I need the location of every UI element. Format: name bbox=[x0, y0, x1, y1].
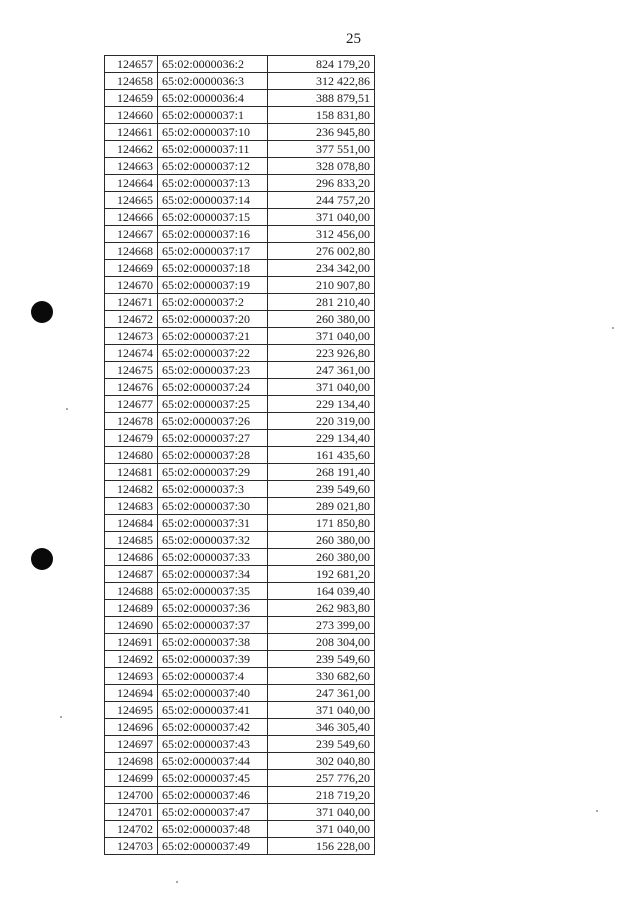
record-number-cell: 124680 bbox=[105, 447, 158, 464]
cadastral-number-cell: 65:02:0000037:23 bbox=[158, 362, 268, 379]
record-number-cell: 124672 bbox=[105, 311, 158, 328]
cadastral-number-cell: 65:02:0000037:44 bbox=[158, 753, 268, 770]
cadastral-value-cell: 161 435,60 bbox=[268, 447, 375, 464]
record-number-cell: 124697 bbox=[105, 736, 158, 753]
cadastral-value-cell: 257 776,20 bbox=[268, 770, 375, 787]
table-row bbox=[105, 736, 375, 753]
cadastral-value-cell: 244 757,20 bbox=[268, 192, 375, 209]
cadastral-number-cell: 65:02:0000037:3 bbox=[158, 481, 268, 498]
cadastral-value-cell: 260 380,00 bbox=[268, 532, 375, 549]
cadastral-number-cell: 65:02:0000037:49 bbox=[158, 838, 268, 855]
record-number-cell: 124678 bbox=[105, 413, 158, 430]
cadastral-number-cell: 65:02:0000037:15 bbox=[158, 209, 268, 226]
table-row bbox=[105, 447, 375, 464]
record-number-cell: 124669 bbox=[105, 260, 158, 277]
record-number-cell: 124686 bbox=[105, 549, 158, 566]
table-row bbox=[105, 396, 375, 413]
record-number-cell: 124687 bbox=[105, 566, 158, 583]
record-number-cell: 124670 bbox=[105, 277, 158, 294]
record-number-cell: 124685 bbox=[105, 532, 158, 549]
scan-speck bbox=[176, 881, 178, 883]
record-number-cell: 124658 bbox=[105, 73, 158, 90]
table-row bbox=[105, 838, 375, 855]
table-row bbox=[105, 668, 375, 685]
record-number-cell: 124668 bbox=[105, 243, 158, 260]
cadastral-number-cell: 65:02:0000037:20 bbox=[158, 311, 268, 328]
cadastral-number-cell: 65:02:0000037:17 bbox=[158, 243, 268, 260]
record-number-cell: 124661 bbox=[105, 124, 158, 141]
record-number-cell: 124674 bbox=[105, 345, 158, 362]
record-number-cell: 124667 bbox=[105, 226, 158, 243]
table-row bbox=[105, 634, 375, 651]
record-number-cell: 124657 bbox=[105, 56, 158, 73]
cadastral-value-cell: 229 134,40 bbox=[268, 430, 375, 447]
record-number-cell: 124694 bbox=[105, 685, 158, 702]
cadastral-value-cell: 330 682,60 bbox=[268, 668, 375, 685]
cadastral-number-cell: 65:02:0000037:37 bbox=[158, 617, 268, 634]
table-row bbox=[105, 753, 375, 770]
cadastral-number-cell: 65:02:0000037:34 bbox=[158, 566, 268, 583]
table-row bbox=[105, 107, 375, 124]
cadastral-value-cell: 371 040,00 bbox=[268, 804, 375, 821]
record-number-cell: 124681 bbox=[105, 464, 158, 481]
cadastral-number-cell: 65:02:0000037:2 bbox=[158, 294, 268, 311]
cadastral-number-cell: 65:02:0000037:10 bbox=[158, 124, 268, 141]
cadastral-number-cell: 65:02:0000037:22 bbox=[158, 345, 268, 362]
cadastral-number-cell: 65:02:0000037:28 bbox=[158, 447, 268, 464]
cadastral-value-cell: 234 342,00 bbox=[268, 260, 375, 277]
table-row bbox=[105, 362, 375, 379]
cadastral-value-cell: 276 002,80 bbox=[268, 243, 375, 260]
cadastral-number-cell: 65:02:0000037:29 bbox=[158, 464, 268, 481]
cadastral-number-cell: 65:02:0000037:25 bbox=[158, 396, 268, 413]
cadastral-number-cell: 65:02:0000036:3 bbox=[158, 73, 268, 90]
table-row bbox=[105, 311, 375, 328]
record-number-cell: 124659 bbox=[105, 90, 158, 107]
table-row bbox=[105, 243, 375, 260]
cadastral-value-cell: 824 179,20 bbox=[268, 56, 375, 73]
cadastral-value-cell: 247 361,00 bbox=[268, 362, 375, 379]
table-row bbox=[105, 549, 375, 566]
cadastral-number-cell: 65:02:0000037:24 bbox=[158, 379, 268, 396]
table-row bbox=[105, 685, 375, 702]
cadastral-number-cell: 65:02:0000037:18 bbox=[158, 260, 268, 277]
cadastral-value-cell: 281 210,40 bbox=[268, 294, 375, 311]
record-number-cell: 124698 bbox=[105, 753, 158, 770]
cadastral-number-cell: 65:02:0000037:13 bbox=[158, 175, 268, 192]
record-number-cell: 124671 bbox=[105, 294, 158, 311]
cadastral-number-cell: 65:02:0000037:11 bbox=[158, 141, 268, 158]
cadastral-value-cell: 158 831,80 bbox=[268, 107, 375, 124]
scan-speck bbox=[596, 810, 598, 812]
cadastral-number-cell: 65:02:0000037:21 bbox=[158, 328, 268, 345]
table-row bbox=[105, 192, 375, 209]
cadastral-number-cell: 65:02:0000037:47 bbox=[158, 804, 268, 821]
cadastral-value-cell: 236 945,80 bbox=[268, 124, 375, 141]
cadastral-number-cell: 65:02:0000036:2 bbox=[158, 56, 268, 73]
cadastral-value-cell: 223 926,80 bbox=[268, 345, 375, 362]
cadastral-value-cell: 312 456,00 bbox=[268, 226, 375, 243]
cadastral-value-cell: 302 040,80 bbox=[268, 753, 375, 770]
cadastral-number-cell: 65:02:0000037:43 bbox=[158, 736, 268, 753]
cadastral-value-cell: 346 305,40 bbox=[268, 719, 375, 736]
cadastral-value-cell: 239 549,60 bbox=[268, 651, 375, 668]
table-row bbox=[105, 617, 375, 634]
cadastral-value-cell: 171 850,80 bbox=[268, 515, 375, 532]
punch-hole-lower bbox=[31, 548, 53, 570]
cadastral-value-cell: 239 549,60 bbox=[268, 736, 375, 753]
table-row bbox=[105, 498, 375, 515]
cadastral-number-cell: 65:02:0000037:33 bbox=[158, 549, 268, 566]
cadastral-number-cell: 65:02:0000037:4 bbox=[158, 668, 268, 685]
cadastral-number-cell: 65:02:0000037:41 bbox=[158, 702, 268, 719]
record-number-cell: 124677 bbox=[105, 396, 158, 413]
table-row bbox=[105, 56, 375, 73]
record-number-cell: 124688 bbox=[105, 583, 158, 600]
cadastral-number-cell: 65:02:0000037:38 bbox=[158, 634, 268, 651]
cadastral-value-cell: 192 681,20 bbox=[268, 566, 375, 583]
cadastral-number-cell: 65:02:0000037:16 bbox=[158, 226, 268, 243]
record-number-cell: 124689 bbox=[105, 600, 158, 617]
table-row bbox=[105, 345, 375, 362]
table-row bbox=[105, 532, 375, 549]
scan-speck bbox=[66, 408, 68, 410]
record-number-cell: 124692 bbox=[105, 651, 158, 668]
cadastral-value-cell: 210 907,80 bbox=[268, 277, 375, 294]
cadastral-value-cell: 208 304,00 bbox=[268, 634, 375, 651]
cadastral-value-cell: 218 719,20 bbox=[268, 787, 375, 804]
table-row bbox=[105, 277, 375, 294]
table-row bbox=[105, 90, 375, 107]
record-number-cell: 124700 bbox=[105, 787, 158, 804]
table-row bbox=[105, 413, 375, 430]
record-number-cell: 124701 bbox=[105, 804, 158, 821]
cadastral-value-cell: 247 361,00 bbox=[268, 685, 375, 702]
table-row bbox=[105, 821, 375, 838]
punch-hole-upper bbox=[31, 301, 53, 323]
cadastral-number-cell: 65:02:0000037:36 bbox=[158, 600, 268, 617]
table-row bbox=[105, 226, 375, 243]
record-number-cell: 124663 bbox=[105, 158, 158, 175]
record-number-cell: 124675 bbox=[105, 362, 158, 379]
table-row bbox=[105, 770, 375, 787]
record-number-cell: 124662 bbox=[105, 141, 158, 158]
table-row bbox=[105, 294, 375, 311]
table-row bbox=[105, 464, 375, 481]
table-row bbox=[105, 260, 375, 277]
cadastral-value-cell: 156 228,00 bbox=[268, 838, 375, 855]
table-row bbox=[105, 328, 375, 345]
table-row bbox=[105, 804, 375, 821]
record-number-cell: 124676 bbox=[105, 379, 158, 396]
cadastral-value-cell: 273 399,00 bbox=[268, 617, 375, 634]
table-row bbox=[105, 124, 375, 141]
table-row bbox=[105, 158, 375, 175]
cadastral-number-cell: 65:02:0000037:45 bbox=[158, 770, 268, 787]
table-row bbox=[105, 719, 375, 736]
cadastral-number-cell: 65:02:0000037:40 bbox=[158, 685, 268, 702]
record-number-cell: 124695 bbox=[105, 702, 158, 719]
record-number-cell: 124679 bbox=[105, 430, 158, 447]
record-number-cell: 124696 bbox=[105, 719, 158, 736]
cadastral-number-cell: 65:02:0000037:39 bbox=[158, 651, 268, 668]
cadastral-number-cell: 65:02:0000037:35 bbox=[158, 583, 268, 600]
cadastral-number-cell: 65:02:0000037:1 bbox=[158, 107, 268, 124]
record-number-cell: 124691 bbox=[105, 634, 158, 651]
cadastral-value-cell: 260 380,00 bbox=[268, 549, 375, 566]
record-number-cell: 124693 bbox=[105, 668, 158, 685]
cadastral-value-cell: 371 040,00 bbox=[268, 328, 375, 345]
record-number-cell: 124666 bbox=[105, 209, 158, 226]
cadastral-value-cell: 328 078,80 bbox=[268, 158, 375, 175]
cadastral-number-cell: 65:02:0000037:26 bbox=[158, 413, 268, 430]
record-number-cell: 124665 bbox=[105, 192, 158, 209]
cadastral-number-cell: 65:02:0000037:30 bbox=[158, 498, 268, 515]
cadastral-value-cell: 371 040,00 bbox=[268, 821, 375, 838]
record-number-cell: 124690 bbox=[105, 617, 158, 634]
record-number-cell: 124682 bbox=[105, 481, 158, 498]
cadastral-number-cell: 65:02:0000037:27 bbox=[158, 430, 268, 447]
table-row bbox=[105, 73, 375, 90]
cadastral-value-cell: 260 380,00 bbox=[268, 311, 375, 328]
record-number-cell: 124683 bbox=[105, 498, 158, 515]
cadastral-number-cell: 65:02:0000037:42 bbox=[158, 719, 268, 736]
scan-speck bbox=[612, 327, 614, 329]
table-row bbox=[105, 566, 375, 583]
table-row bbox=[105, 141, 375, 158]
cadastral-value-cell: 377 551,00 bbox=[268, 141, 375, 158]
cadastral-value-cell: 296 833,20 bbox=[268, 175, 375, 192]
record-number-cell: 124660 bbox=[105, 107, 158, 124]
table-row bbox=[105, 175, 375, 192]
record-number-cell: 124703 bbox=[105, 838, 158, 855]
cadastral-value-cell: 220 319,00 bbox=[268, 413, 375, 430]
table-row bbox=[105, 515, 375, 532]
record-number-cell: 124664 bbox=[105, 175, 158, 192]
cadastral-number-cell: 65:02:0000037:31 bbox=[158, 515, 268, 532]
table-body bbox=[105, 56, 375, 855]
cadastral-value-cell: 229 134,40 bbox=[268, 396, 375, 413]
table-row bbox=[105, 651, 375, 668]
cadastral-number-cell: 65:02:0000037:19 bbox=[158, 277, 268, 294]
table-row bbox=[105, 583, 375, 600]
cadastral-number-cell: 65:02:0000037:48 bbox=[158, 821, 268, 838]
cadastral-number-cell: 65:02:0000037:12 bbox=[158, 158, 268, 175]
table-row bbox=[105, 430, 375, 447]
page-number: 25 bbox=[346, 31, 361, 47]
cadastral-number-cell: 65:02:0000036:4 bbox=[158, 90, 268, 107]
cadastral-value-cell: 239 549,60 bbox=[268, 481, 375, 498]
scan-speck bbox=[60, 716, 62, 718]
table-row bbox=[105, 379, 375, 396]
cadastral-number-cell: 65:02:0000037:32 bbox=[158, 532, 268, 549]
cadastral-number-cell: 65:02:0000037:14 bbox=[158, 192, 268, 209]
record-number-cell: 124702 bbox=[105, 821, 158, 838]
cadastral-value-cell: 312 422,86 bbox=[268, 73, 375, 90]
cadastral-value-cell: 371 040,00 bbox=[268, 209, 375, 226]
record-number-cell: 124673 bbox=[105, 328, 158, 345]
table-row bbox=[105, 787, 375, 804]
cadastral-value-cell: 371 040,00 bbox=[268, 379, 375, 396]
table-row bbox=[105, 481, 375, 498]
cadastral-value-cell: 164 039,40 bbox=[268, 583, 375, 600]
cadastral-value-table bbox=[104, 55, 375, 855]
cadastral-value-cell: 388 879,51 bbox=[268, 90, 375, 107]
cadastral-value-cell: 262 983,80 bbox=[268, 600, 375, 617]
table-row bbox=[105, 702, 375, 719]
table-row bbox=[105, 209, 375, 226]
table-row bbox=[105, 600, 375, 617]
cadastral-value-cell: 371 040,00 bbox=[268, 702, 375, 719]
record-number-cell: 124684 bbox=[105, 515, 158, 532]
record-number-cell: 124699 bbox=[105, 770, 158, 787]
cadastral-value-cell: 268 191,40 bbox=[268, 464, 375, 481]
cadastral-value-cell: 289 021,80 bbox=[268, 498, 375, 515]
cadastral-number-cell: 65:02:0000037:46 bbox=[158, 787, 268, 804]
